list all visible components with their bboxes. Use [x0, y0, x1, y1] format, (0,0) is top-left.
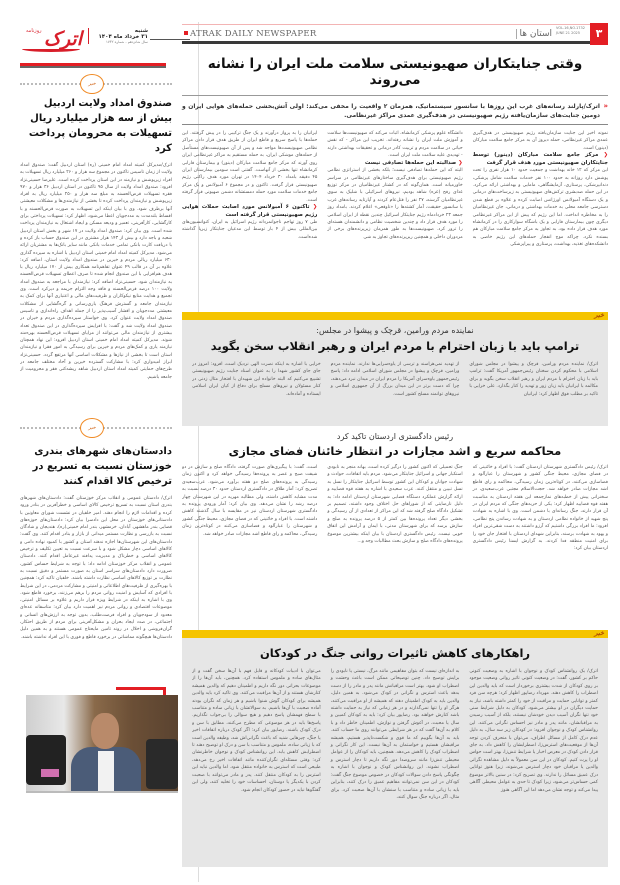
- masthead: [20, 22, 190, 70]
- body-text: نمونه اخیر این جنایت سازمان‌یافته رژیم صهیونیستی در هدف‌گیری عمدی مراکز غیرنظامی، حمله دیروز آن به مرکز جامع سلامت مبارکان (دینور) است.: [472, 131, 608, 151]
- chevron-left-icon: «: [603, 102, 608, 110]
- article-4-headline[interactable]: راهکارهای کاهش تاثیرات روانی جنگ در کودکان: [259, 646, 531, 660]
- vol-text: VOL.16,NO.1732: [556, 26, 585, 30]
- paper-name: [184, 29, 317, 39]
- news-badge: خبر: [80, 418, 104, 438]
- divider: [182, 124, 608, 125]
- article-1-headline[interactable]: وقتی جنایتکاران صهیونیستی سلامت ملت ایران را نشانه می‌روند: [207, 56, 583, 88]
- left-story-2-headline[interactable]: دادستان‌های شهرهای بندری خوزستان نسبت به تسریع در ترخیص کالا اقدام کنند: [32, 446, 172, 487]
- article-4-col-right: اترک/ یک روانشناس کودک و نوجوان با اشاره به وضعیت کنونی حاکم بر کشور، گفت: در وضعیت کنونی تاثیر روانی وضعیت موجود بر روی کودکان از شدت بیشتری برخوردار است که باید والدین این اضطراب را کاهش دهند. مهرداد رضاپور اظهار کرد: هرچه سن فرد کمتر و توانایی حمایت و مراقبت از خود را کمتر داشته باشد، نیاز به حمایت دیگران در او بیشتر می‌شود. کودکان به دلیل شرایط سنی خود تنها نگران آسیب دیدن خودشان نیستند، بلکه از آسیب رسیدن به مراقبانشان، مانند پدر و مادر نیز احساس نگرانی می‌کنند. این روانشناس کودک و نوجوان افزود: در کودکان زیر سه سال، به دلیل عدم درک کامل از مسائل اطراف، می‌توان با منحرف کردن توجه آن‌ها از موقعیت‌های استرس‌زا، اضطرابشان را کاهش داد. به جای قرار دادن کودک در معرض اخبار یا شرایط تنش‌زا، بهتر است حواس او را پرت کنیم. کودکان در این سن معمولاً به دلیل مشاهده نگرانی والدین یا مراقبان خود دچار استرس می‌شوند، زیرا هنوز توانایی درک عمیق مسائل را ندارند. وی تصریح کرد: در سنین بالاتر موضوع کمی حساس‌تر می‌شود، زیرا کودک تا حدی به عوامل محیطی آگاهی پیدا می‌کند و توجه نشان می‌دهد اما این آگاهی هنوز: [469, 669, 598, 793]
- tissue-box-shape: [41, 769, 59, 777]
- news-label: خبر: [594, 629, 604, 637]
- article-2-col-left: خزایی با اشاره به اینکه نصرت الهی نزدیک است، افزود: امروز در جای جای کشور شهدا را به عنوان اسناد جنایت رژیم صهیونیستی تشییع می‌کنیم که البته خانواده این شهیدان با افتخار مثال زدنی در کنار مسئولان و نیروهای مسلح برای دفاع از کیان ایران اسلامی ایستاده و آماده‌اند.: [192, 362, 321, 397]
- issue-info: سال شانزدهم - شماره ۱۷۳۲: [106, 40, 148, 44]
- red-band: [20, 63, 166, 68]
- body-text: البته که این حمله‌ها تصادفی نیست؛ بلکه بخشی از استراتژی نظامی رژیم صهیونیستی برای هدف‌گیری ساختارهای غیرنظامی در سراسر خاورمیانه است. همان‌گونه که در کشتار غیرنظامیان در مرکز توزیع غذای رفح (غزه) شاهد بودیم، نیروهای اسرائیلی با شلیک به سوی غیرنظامیان گرسنه، ۲۷ نفر را قتل‌عام کردند و آپارتاید رسانه‌های غرب با سانسور حقیقت، آمار کشته‌ها را «ناوقعی» اعلام کردند. بامداد روز جمعه ۲۳ خردادماه رژیم جنایتکار اسرائیل چندین نقطه از ایران اسلامی را مورد هدف قرار داد و چندین شخصیت نظامی و دانشمندان هسته‌ای را ترور کرد. صهیونیست‌ها به طور همزمان زیرپرنده‌های برخی از مزدوران داخلی و همچنین ریزپرنده‌های تجاوز به شی: [327, 168, 463, 240]
- logo-text: اترک: [43, 28, 82, 50]
- subheading-text: تاکنون ۶ آمبولانس مورد اصابت حملات هوایی رژیم صهیونیستی قرار گرفته است: [182, 204, 318, 218]
- news-badge: خبر: [80, 74, 104, 94]
- divider: [150, 39, 190, 40]
- article-1: [182, 56, 608, 308]
- body-text: این مرکز که ۱۲ خانه بهداشت و جمعیت حدود ۱۰ هزار نفری را تحت پوشش دارد روزانه به حدود ۱۰۰ نفر خدمات سلامت شامل پزشکی، دندانپزشکی، پرستاری، آزمایشگاهی، مامایی و بهداشتی ارائه می‌کرد. در این حمله ضدبشری ترکش‌های صهیونیستی به زیرساخت‌های درمانی و یک دستگاه آمبولانس اورژانس اصابت کرده و علاوه بر قطع شدن دسترسی جامعه محلی به خدمات بهداشتی و درمانی، جان غیرنظامیان را به مخاطره انداخت. اما این رژیم که پیش از این مراکز غیرنظامی دیگری چون بیمارستان فارابی و یک باشگاه سوارکاری را در کرمانشاه مورد هدف قرار داده بود، به تجاوز به مرکز جامع سلامت مبارکان هم بسنده نکرد. چراکه موج انفجار حمله‌های این رژیم خاصی به دانشکده‌های تغذیه، بهداشت، پرستاری و پیراپزشکی: [472, 168, 608, 248]
- article-4-col-mid: به اندازه‌ای نیست که بتوان مفاهیمی مانند مرگ، نیستی یا نابودی را برایش توضیح داد. چنین توضیحاتی ممکن است باعث وحشت و اضطراب او شود. بهتر است مراقبانش مانند پدر و مادر را از دست بدهد باعث استرس و نگرانی در کودک می‌شود. به همین دلیل، والدین باید به کودک اطمینان دهند که همیشه از او مراقبت می‌کنند، هرگز او را تنها نمی‌گذارند و در هر زمانی که نیاز به حمایت داشته باشد کنارش خواهند بود. رضاپور بیان کرد: باید به کودکان کمبین و سال یا محبت، در آغوش گرفتن و نوازش، اطمینان خاطر داد و با کلام به آن‌ها گفت که در هر شرایطی می‌توانند روی ما حساب کنند. باید به آن‌ها بگوییم که ما قوی و شکست‌ناپذیر هستیم، همیشه مراقبشان هستیم و خواستمان به آن‌ها نیست. این کار نگرانی و اضطراب کودک را کاهش می‌دهد. همچنین، باید کودکان را از عوامل محیطی تنش‌زا مانند سروصدا دور نگه داریم تا دچار استرس و اضطراب نشوند. این روانشناس کودک و نوجوان با اشاره به چگونگی پاسخ دادن سوالات کودکان در خصوص موضوع جنگ گفت: کودکان در این سن نمی‌توانند مفاهیم عمیق را درک کنند، بنابراین باید با زبانی ساده و متناسب با سنشان با آن‌ها صحبت کرد. برای مثال، اگر درباره جنگ سوال کنند،: [330, 669, 460, 800]
- subheading: [473, 152, 608, 167]
- article-1-col-mid: [327, 130, 462, 308]
- article-1-lead: [182, 102, 608, 120]
- article-2-body: [192, 361, 598, 419]
- chevron-icon: ❮: [309, 204, 318, 211]
- article-2-col-mid: از تهدید نمی‌هراسند و ترسی از یاوه‌سرایی‌ها ندارند. نماینده مردم ورامین، قرچک و پیشوا در مجلس شورای اسلامی ادامه داد: پاسخ رئیس‌جمهور یاوه‌سرای آمریکا را مردم ایران در میدان نبرد می‌دهند، چرا که دست برتر در این میدان بزرگ از آن جمهوری اسلامی و نیروهای توانمند مسلح کشور است.: [330, 362, 460, 397]
- article-4-body: [192, 668, 598, 860]
- section-label: استان ها: [516, 29, 552, 39]
- news-label-bar: [182, 312, 608, 320]
- chair-shape: [146, 739, 178, 789]
- subheading-text: مرکز جامع سلامت مبارکان (دینور) توسط جنایتکاران صهیونیستی مورد هدف قرار گرفت: [472, 152, 608, 166]
- page-header-bar: [182, 24, 608, 44]
- left-column: [20, 22, 190, 795]
- news-badge-row: [20, 74, 190, 94]
- main-page: [182, 24, 608, 867]
- article-2-headline[interactable]: ترامپ باید با زبان احترام با مردم ایران و رهبر انقلاب سخن بگوید: [210, 339, 580, 353]
- subheading: [182, 204, 317, 219]
- body-text: ایرانیان را به پرواز درآورند و یک جنگ ترکیبی را در پیش گرفتند. این حمله‌ها با پاسخ سریع و قاطع ایران از طریق هدف قرار دادن مراکز نظامی صهیونیست‌ها مواجه شد و پس از آن صهیونیست‌های مستأصل از حمله‌های موشکی ایران، به حمله مستقیم به مراکز غیرنظامی ایران روی آورند که مرکز جامع سلامت مبارکان (دینور) و بیمارستان فارابی کرمانشاه تنها بخشی از آنهاست. گفتنی است سومین بیمارستان ایران ۴۵ دقیقه بامداد ۳۰ خرداد ۱۴۰۴ در تهران مورد هدف راکتی رژیم صهیونیستی قرار گرفت. تاکنون و در مجموع ۶ آمبولانس و یک مرکز جامع خدمات سلامت مورد حمله دمستشانه دشمن صهیونی قرار گرفته است.: [182, 131, 318, 203]
- left-story-1-headline[interactable]: صندوق امداد ولایت اردبیل بیش از سه هزار میلیارد ریال تسهیلات به محرومان پرداخت کرد: [28, 98, 172, 154]
- page-number: ۳: [590, 23, 608, 45]
- news-label-bar: [182, 630, 608, 638]
- body-text: طی ۷ روز تهاجم ناجوانمردانه رژیم اسرائیل به ایران، کنوانسیون‌های بین‌المللی بیش از ۴ بار توسط این مدعیان جنایتکار زیرپا گذاشته شده‌است.: [182, 220, 318, 240]
- lead-text: اترک/پارلند رسانه‌های غرب این روزها با سانسور سیستماتیک، همزمان ۲ واقعیت را مخفی می‌کند: اولی آتش‌بخشی حمله‌های هوایی ایران و دومین جنایت‌های سازمان‌یافته رژیم صهیونیستی در هدف‌گیری عمدی مراکز غیرنظامی.: [182, 103, 600, 119]
- article-3-kicker: رئیس دادگستری اردستان تاکید کرد: [336, 432, 454, 441]
- chevron-icon: ❮: [598, 152, 608, 159]
- news-label: خبر: [594, 311, 604, 319]
- logo-swoosh-icon: [22, 46, 80, 52]
- article-4: [182, 638, 608, 867]
- logo-small-text: روزنامه: [26, 28, 42, 34]
- photo-block: [20, 695, 172, 795]
- news-badge-row: [20, 418, 190, 438]
- article-1-col-left: [182, 130, 317, 308]
- article-3: [182, 432, 608, 626]
- head-shape: [91, 713, 119, 749]
- article-3-body: [182, 464, 608, 626]
- subheading-text: صدالبته این حمله‌ها تصادفی نیست: [364, 159, 457, 166]
- left-story-1-body: اترک/مدیرکل کمیته امداد امام خمینی (ره) استان اردبیل گفت: صندوق امداد ولایت از زمان تاسیس تاکنون در مجموع سه هزار و ۲۶۰ میلیارد ریال تسهیلات به افراد زیرپوشش و نیازمند در این استان پرداخت کرده است. علیرضا حسینی‌نژاد افزود: صندوق امداد ولایت از سال ۹۵ تاکنون در استان اردبیل ۳۶ هزار و ۹۷۰ فقره تسهیلات قرض‌الحسنه به مبلغ سه هزار و ۲۵۰ میلیارد ریال به افراد زیرپوشش و نیازمندان پرداخت کرده تا بخشی از نیازمندی‌ها و مشکلات معیشتی آنها برطرف شود. وی با بیان اینکه این تسهیلات به صورت قرض‌الحسنه و با اقساط بلندمدت به مددجویان اعطا می‌شود، اظهار کرد: تسهیلات پرداختی برای کارگشایی، کارآفرینی، تعمیر و ودیعه مسکن و ایجاد اشتغال به نیازمندان پرداخت شده است. وی بیان کرد: صندوق امداد ولایت در ۱۷ شهر و بخش استان اردبیل شعبه و باجه دارد و بیش از ۱۴۳ هزار مشتری در این صندوق حساب باز کرده و با دریافت کارت بانکی تمامی خدمات بانکی مانند سایر بانک‌ها به مشتریان ارائه می‌شود. مدیرکل کمیته امداد امام خمینی استان اردبیل با اشاره به سپرده گذاری ۶۳۰ میلیارد ریالی مردم و خیرین در صندوق امداد ولایت استان، اضافه کرد: علاوه بر آن در قالب ۴۹ عنوان تفاهم‌نامه همکاری بیش از ۱۷۰ میلیارد ریال با هدف هم‌افزایی با این صندوق انجام شده تا صرف اعطای تسهیلات قرض‌الحسنه به نیازمندان شود. حسینی‌نژاد اضافه کرد: نیازمندان با مراجعه به صندوق امداد ولایت ۱۰۰ درصد قرض‌الحسنه و فاقد وجه التزام جریمه و دیرکرد است. وی تجمیع و هدایت منابع نیکوکاران و ظرفیت‌های مالی و اعتباری آنها برای کمک به نیازمندان جامعه و گسترش فرهنگ یاری‌رسانی و گره‌گشایی از مشکلات معیشتی مددجویان و اقشار آسیب‌پذیر را از جمله اهداف راه‌اندازی و تاسیس صندوق امداد ولایت عنوان کرد. وی خواستار سپرده‌گذاری مردم و خیران در صندوق امداد ولایت شد و گفت: با افزایش سپرده‌گذاری در این صندوق تعداد بیشتری از نیازمندان مالی می‌توانند از مزایای تسهیلات قرض‌الحسنه بهره‌مند شوند. مدیرکل کمیته امداد امام خمینی استان اردبیل افزود: این نهاد همچنان نیازمند یاری و کمک‌های مردم و خیرین برای رسیدگی به امور فقرا و نیازمندان استان است تا بخشی از نیازها و مشکلات اساسی آنها مرتفع گردد. حسینی‌نژاد ابراز امیدواری کرد: با مشارکت گسترده خیرین و آحاد مختلف جامعه در طرح‌های حمایتی کمیته امداد استان اردبیل شاهد ریشه‌کنی فقر و محرومیت از جامعه باشیم.: [20, 163, 173, 380]
- weekday: شنبه: [134, 28, 148, 34]
- article-3-col-right: اترک/ رئیس دادگستری شهرستان اردستان گفت: با افراد و خائنینی که در فضای مجازی، محیط جنگی کشور و شهرستان را عبارآلود و فضاسازی می‌کنند، در کوتاه‌ترین زمان رسیدگی، محاکمه و رای قاطع اشد مجازات صادر خواهد شد. حجت‌الاسلام مجتبی عرب‌سعیدی، در سخنرانی پیش از خطبه‌های نمازجمعه این هفته اردستان به مناسبت هفته قوه قضاییه اظهار کرد: یکی از حربه‌های جنگی که مردم ایران در آن قرار دارند، جنگ رسانه‌ای با دشمن است. وی با اشاره به شهادت پنج شهید از خانواده نظامی اردستان و به شهادت رساندن پنج نظامی، افزود: ما افراد بزرگی داشتیم که آرزو داشتند به دست شقی‌ترین افراد و یهود به شهادت برسند، بنابراین شهدای اردستان با افتخار جان خود را برای امنیت منطقه فدا کردند. به گزارش ایسنا رئیس دادگستری اردستان بیان کرد:: [472, 465, 608, 552]
- article-2: [182, 320, 608, 426]
- article-3-headline[interactable]: محاکمه سریع و اشد مجازات در انتظار خائنان فضای مجازی: [228, 444, 562, 458]
- article-3-col-left: است، گفت: با پیگیری‌های صورت گرفته، دادگاه صلح و سازش در دو شیفت صبح و عصر به پرونده‌ها رسیدگی خواهد کرد و اکنون زمان رسیدگی به پرونده‌های صلح دو هفته برآورد می‌شود. عرب‌سعیدی تصریح کرد: آمار طلاق در دادگستری اردستان حدود ۳۰ درصد نسبت به مدت مشابه کاهش داشته، ولی مطالبه مهریه در این شهرستان چهار درصد رشد را نشان می‌دهد. وی بیان کرد: آمار ورودی پرونده به دادگستری شهرستان اردستان نیز در مقایسه با سال گذشته کاهش داشته است. با افراد و خائنینی که در فضای مجازی، محیط جنگی کشور و شهرستان را عبارآلود و فضاسازی می‌کنند در کوتاه‌ترین زمان رسیدگی، محاکمه و رای قاطع اشد مجازات صادر خواهد شد.: [182, 465, 318, 537]
- atrak-logo[interactable]: [22, 24, 84, 58]
- volume-info: [556, 26, 586, 36]
- article-1-body: [182, 130, 608, 308]
- date-fa: ۳۱ خرداد ماه ۱۴۰۴: [98, 34, 148, 40]
- article-4-col-left: می‌توان با ادبیات کودکانه و قابل فهم با آن‌ها سخن گفت و از مثال‌های ساده و ملموس استفاده کرد. همچنین، باید آن‌ها را از موضوعات بحرانی دور نگه داریم و اطمینان دهیم که والدین همیشه کنارشان هستند و از آن‌ها مراقبت می‌کنند. وی تاکید کرد باید والدین همیشه برای کودکان گوش شنوا باشیم و هر زمان که نگران بودند آماده صحبت با آن‌ها باشیم. به سوالاتشان با زبانی ساده و متناسب با سطح فهمشان پاسخ دهیم و هیچ سوالی را بی‌جواب نگذاریم. پاسخ‌ها باید در هر موضوعی که مطرح می‌کنند، مطابق با سن و درک کودک باشند. رضاپور بیان کرد: اگر کودک درباره اتفاقات اخیر یا جنگ، چیزهایی شنید که باعث نگرانی‌اش شد، وظیفه والدین است که با زبانی ساده، ملموس و متناسب با سن و درک او توضیح دهند تا اضطرابش کاهش یابد. این روانشناس کودک و نوجوان خاطرنشان کرد: وقتی مسئله‌ای نگران‌کننده مانند اتفاقات اخیر رخ می‌دهد، طبیعی است که استرس به خانواده منتقل شود. اما والدین نباید این استرس را به کودکان منتقل کنند. پدر و مادر می‌توانند با صحبت کردن با یکدیگر یا دوستان، احساسات خود را تخلیه کنند، ولی این گفتگوها نباید در حضور کودکان انجام شود.: [192, 669, 321, 793]
- left-story-2-body: اترک/ دادستان عمومی و انقلاب مرکز خوزستان گفت: دادستان‌های شهرهای بندری استان نسبت به تسریع ترخیص کالای اساسی و خطرآفرین در بنادر ورود کرده و اقدامات لازم را انجام دهند. امیر خلفیان در نشست شورای معاونین با دادستانی‌های خوزستان در محل این دادسرا بیان کرد: دادستان‌های حوزه‌های قضایی بندر ماهشهر، آبادان، خرمشهر، بندر امام خمینی(ره)، هندیجان و شادگان نسبت به بازرسی و نظارت مستمر میدانی از بازار و بنادر اقدام کنند. وی گفت: دادستان‌های این شهرستان‌ها اجازه ندهند استان و کشور با کمبود نهاده دامی و کالاهای اساسی دچار مشکل شود و با سرعت نسبت به تعیین تکلیف و ترخیص کالاهای اساسی و خطرناک و مدیریت پدافند غیرعامل اقدام کنند. دادستان عمومی و انقلاب مرکز خوزستان ادامه داد: با توجه به شرایط حساس کشور، ضرورت دارد دادستان‌های سراسر استان به صورت مستمر و دقیق نسبت به نظارت بر توزیع کالاهای اساسی نظارت داشته باشند. خلفیان تاکید کرد: همچنین با بهره‌گیری از ظرفیت‌های اطلاعاتی و امنیتی و مشارکت مردمی، در این شرایط با افرادی که آسایش و امنیت روانی مردم را برهم می‌زنند، برخورد قاطع شود. وی با اشاره به اینکه در شرایط ویژه قرار داریم و علاوه بر مسائل امنیتی، موضوعات اقتصادی و روانی مردم نیز اهمیت دارد بیان کرد: متاسفانه عده‌ای معدود از سودجویان و افراد فرصت‌طلب، بدون توجه به ارزش‌های انسانی و اجتماعی، در صدد ایجاد بحران و مشکل‌آفرینی برای مردم از طریق احتکار، گران‌فروشی و اخلال در روند تامین مایحتاج عمومی هستند و به همین دلیل دادستان‌ها هیچگونه مماشاتی در برخورد قاطع و فوری با این افراد نداشته باشند.: [20, 496, 172, 640]
- article-2-kicker: نماینده مردم ورامین، قرچک و پیشوا در مجلس:: [316, 326, 474, 335]
- article-1-col-right: [473, 130, 608, 308]
- date-box: [88, 28, 148, 44]
- chevron-icon: ❮: [456, 159, 463, 166]
- divider: [182, 95, 608, 96]
- paper-name-text: ATRAK DAILY NEWSPAPER: [190, 29, 317, 39]
- portrait-photo[interactable]: [26, 695, 178, 793]
- shirt-shape: [98, 751, 114, 791]
- date-en: JUNE 21 2025: [556, 31, 581, 35]
- body-text: دانشگاه علوم پزشکی کرمانشاه، اثبات می‌کند که صهیونیست‌ها سلامت و آموزش ملت ایران را نشانه رفته‌اند. تخریب این مراکز - که نقش حیاتی در سلامت مردم و تربیت کادر درمانی و تحقیقات بهداشتی دارند - تهدیدی علیه سلامت ملت ایران است.: [327, 131, 463, 159]
- article-3-col-mid: جنگ تحمیلی که اکنون کشور را درگیر کرده است، بهانه منجر به نابودی استکبار جهانی و اسرائیل جنایتکار می‌شود. مردم باید اتفاقات، حوادث و شهادت جوانان و کودکان این کشور توسط اسرائیل جنایتکار را نسل به نسل تبیین و منتقل کنند. عرب سعیدی با اشاره به هفته قوه قضاییه و ارائه گزارش عملکرد دستگاه قضایی شهرستان اردستان ادامه داد: به دلیل نارضایتی که از شوراهای حل اختلاف وجود داشته، تصمیم بر تشکیل دادگاه صلح گرفته شد که این مراکز از تعدادی از آن رسیدگی و بخشی دیگر تعداد پرونده‌ها بین کمتر از ۵ درصد پرونده به صلح و سازش برسد که برای شهرستان مدنی، با ایمان و آرامش این اتفاق خوبی نیست. رئیس دادگستری اردستان با بیان اینکه بیشترین موضوع پرونده‌های دادگاه صلح و سازش بحث مطالبات وجه و...: [327, 465, 463, 545]
- article-2-col-right: اترک/ نماینده مردم ورامین، قرچک و پیشوا در مجلس شورای اسلامی با محکوم کردن سخنان رئیس‌جمهور آمریکا گفت: ترامپ باید با زبان احترام با مردم ایران و رهبر انقلاب سخن بگوید و برای مکالمه با ایرانیان باید زبان زور و تهدید را کنار بگذارد. علی خزایی با تاکید بر مطلب فوق اظهار کرد: ایرانیان: [469, 362, 598, 397]
- subheading: [327, 160, 462, 168]
- chair-shape: [26, 735, 66, 785]
